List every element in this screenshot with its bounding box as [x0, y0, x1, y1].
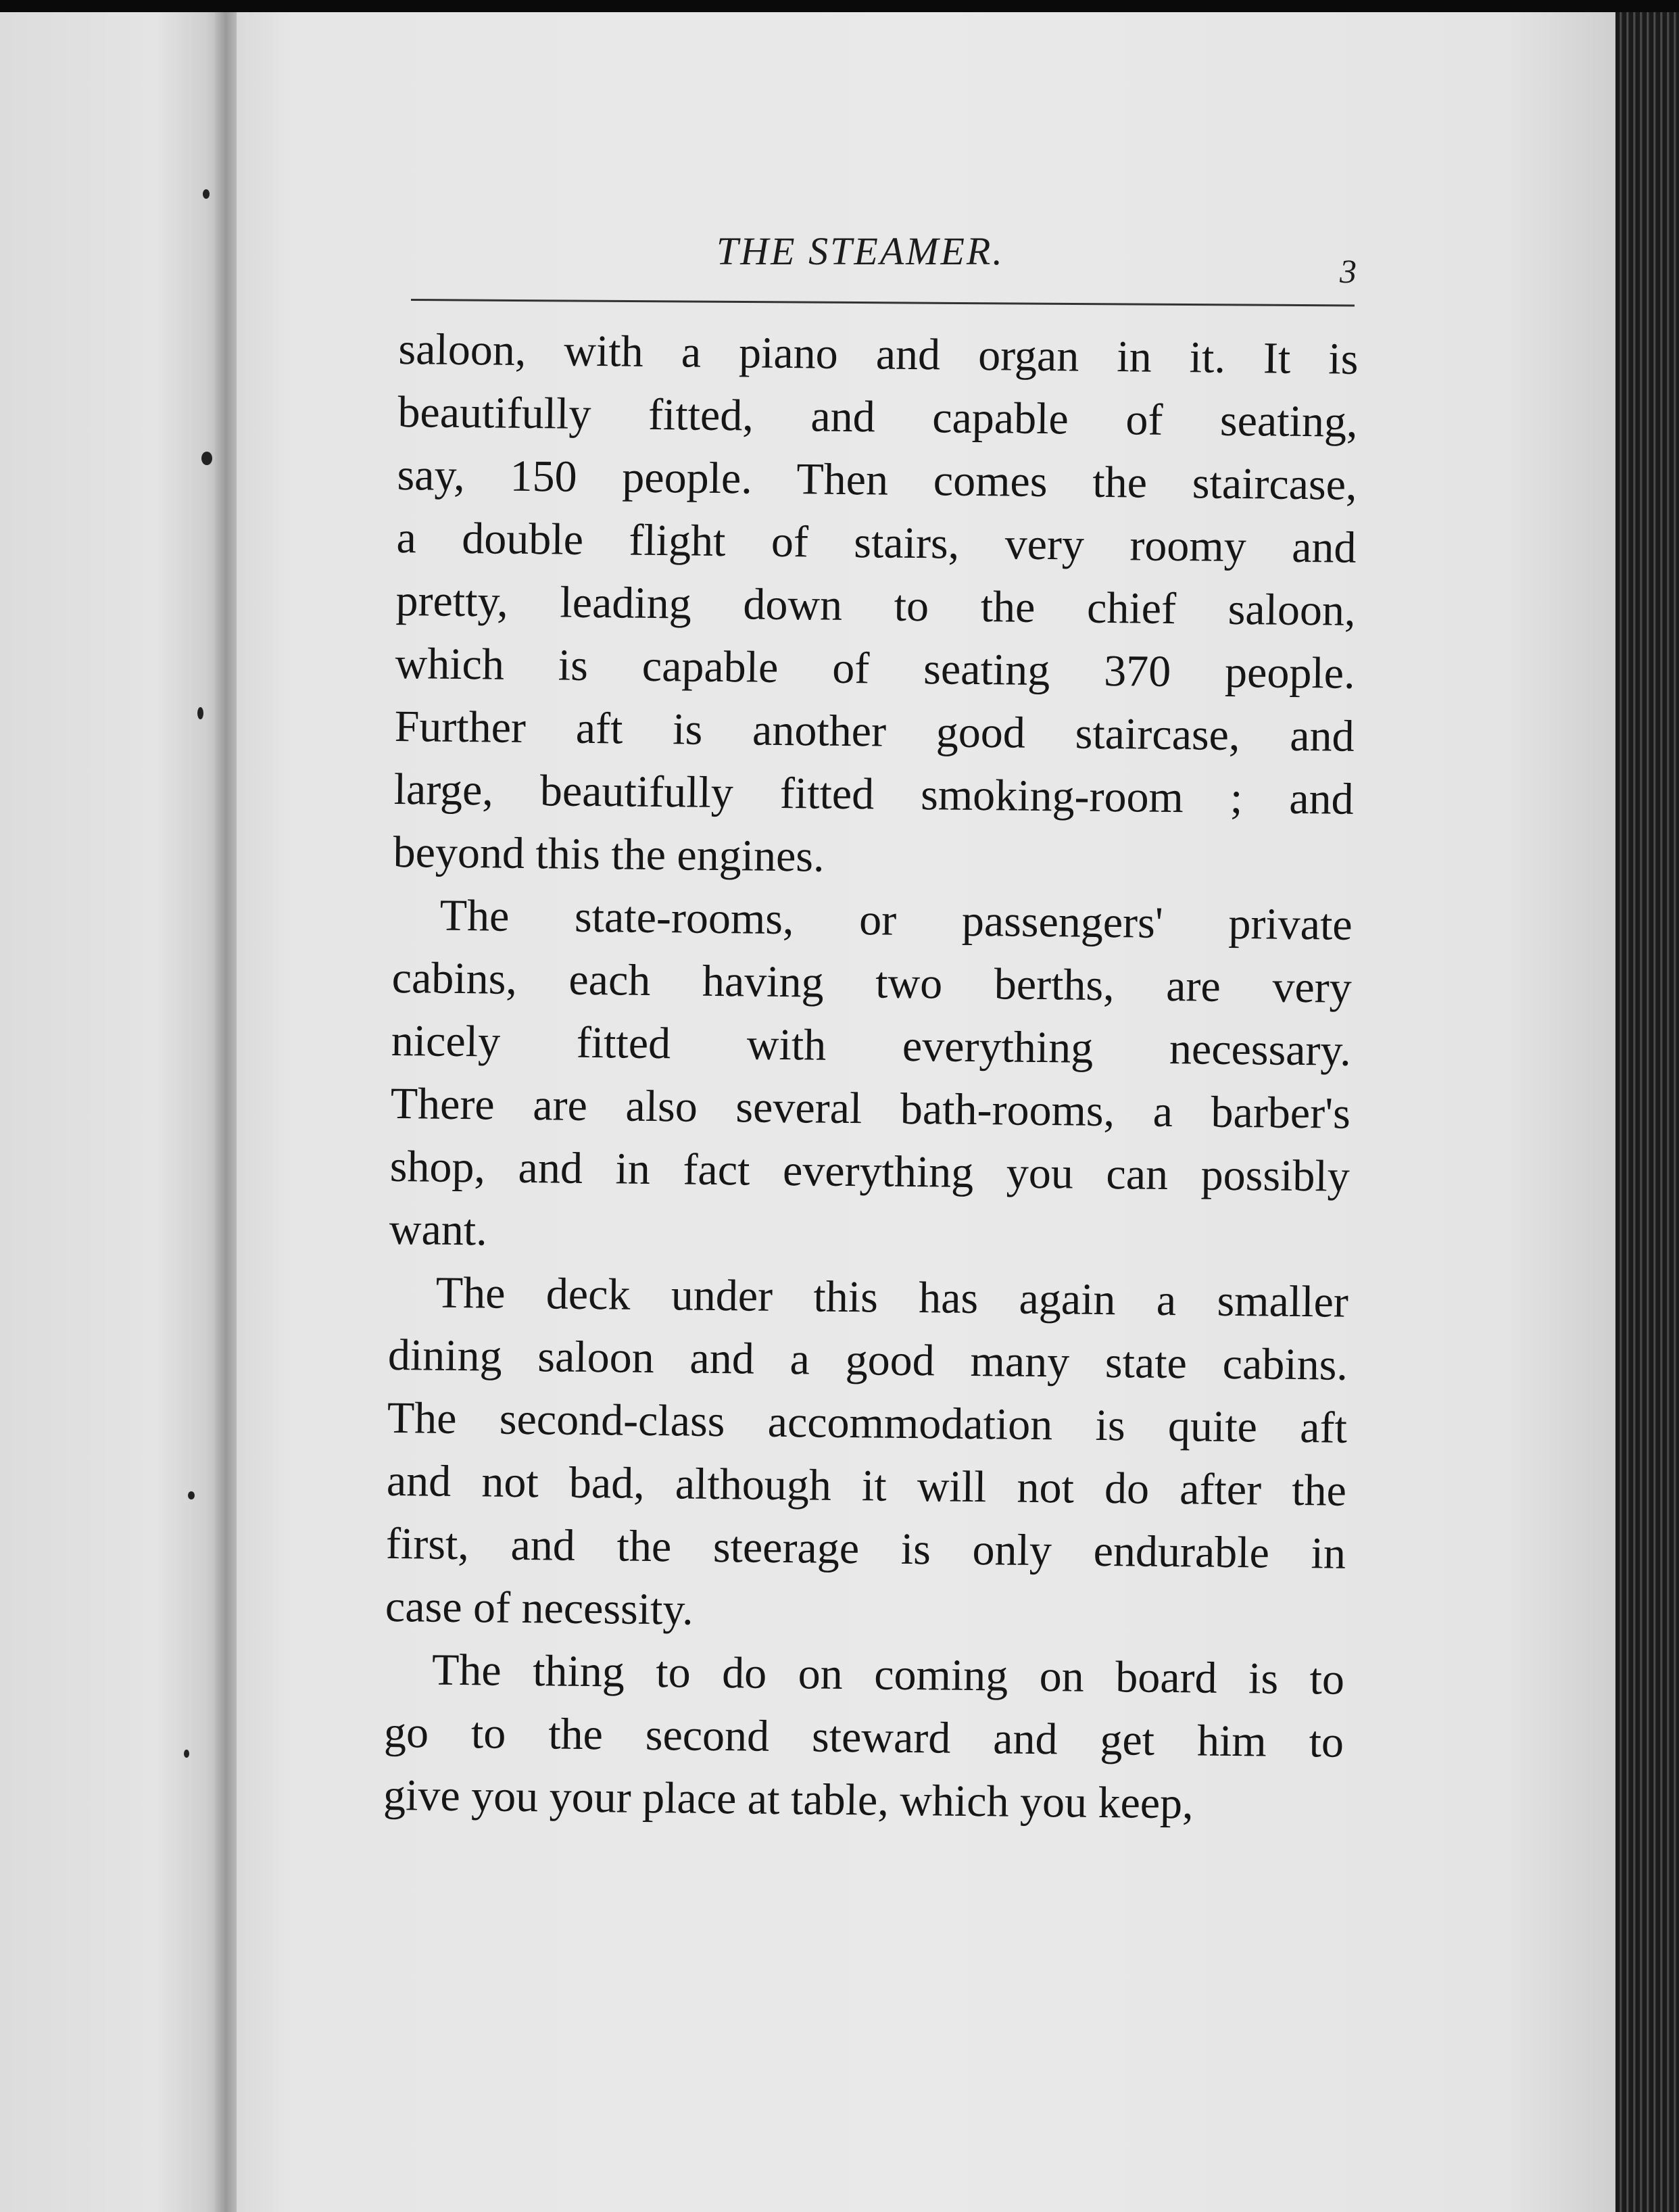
text-line: go to the second steward and get him to [383, 1707, 1344, 1767]
text-line: The thing to do on coming on board is to [431, 1645, 1345, 1704]
running-head: THE STEAMER. [716, 229, 1004, 273]
text-line: Further aft is another good staircase, and [394, 701, 1355, 761]
text-line: pretty, leading down to the chief saloon, [395, 575, 1356, 635]
text-line: give you your place at table, which you keep, [383, 1770, 1194, 1829]
ink-speck [203, 189, 210, 199]
paragraph [389, 884, 1353, 1271]
text-line: The state-rooms, or passengers' private [439, 890, 1353, 950]
ink-speck [197, 707, 203, 719]
text-line: The second-class accommodation is quite aft [387, 1393, 1348, 1453]
text-line: The deck under this has again a smaller [435, 1268, 1349, 1327]
text-line: a double flight of stairs, very roomy and [396, 512, 1357, 573]
text-line: which is capable of seating 370 people. [395, 638, 1355, 698]
text-line: There are also several bath-rooms, a barber's [390, 1078, 1351, 1138]
body-text [383, 318, 1359, 1837]
paragraph [383, 1638, 1345, 1837]
paragraph [393, 318, 1359, 894]
ink-speck [188, 1491, 195, 1499]
text-line: shop, and in fact everything you can possibly [389, 1141, 1350, 1201]
text-line: beyond this the engines. [393, 827, 825, 882]
text-line: and not bad, although it will not do after the [386, 1456, 1347, 1516]
left-page-edge [0, 12, 223, 2212]
text-line: saloon, with a piano and organ in it. It is [398, 324, 1359, 384]
ink-speck [184, 1750, 189, 1758]
text-line: nicely fitted with everything necessary. [391, 1015, 1352, 1076]
page-stack-edge [1615, 12, 1679, 2212]
text-line: say, 150 people. Then comes the staircase, [397, 450, 1357, 510]
text-line: dining saloon and a good many state cabins. [387, 1330, 1348, 1390]
text-line: beautifully fitted, and capable of seating, [397, 387, 1358, 447]
text-line: first, and the steerage is only endurable in [385, 1518, 1346, 1579]
text-line: cabins, each having two berths, are very [391, 953, 1353, 1013]
text-line: case of necessity. [385, 1581, 694, 1635]
page-number: 3 [1340, 252, 1357, 290]
text-line: large, beautifully fitted smoking-room ; and [393, 764, 1355, 824]
text-line: want. [389, 1204, 488, 1255]
paragraph [385, 1261, 1349, 1648]
ink-speck [201, 452, 212, 465]
